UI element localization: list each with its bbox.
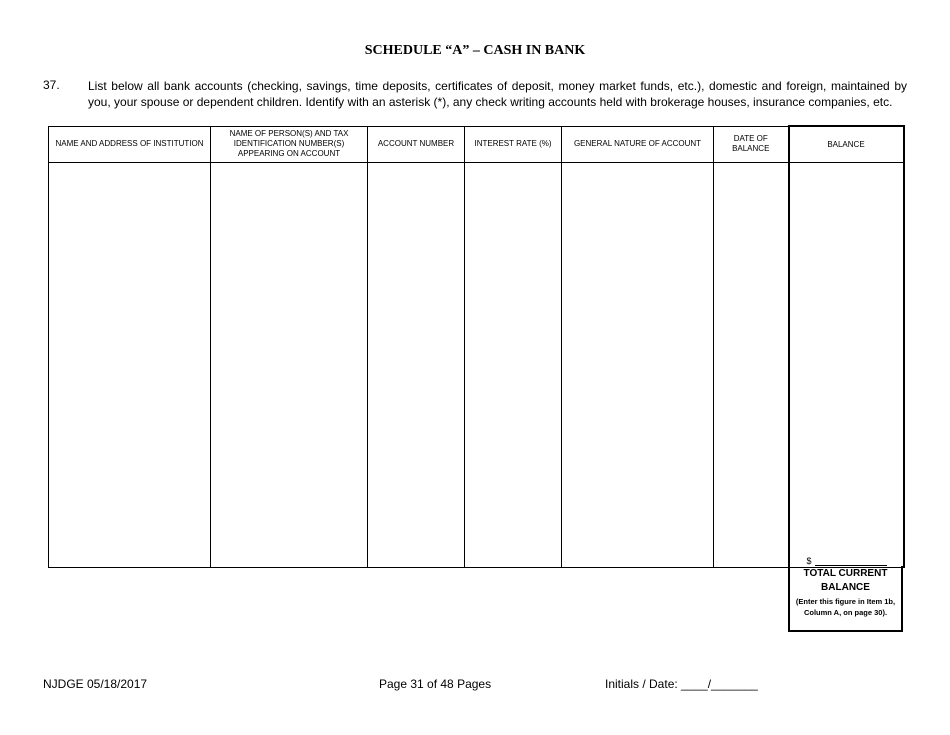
col-header-person-tax-id: NAME OF PERSON(S) AND TAX IDENTIFICATION NUMBER(S) APPEARING ON ACCOUNT	[211, 126, 368, 163]
item-number: 37.	[43, 78, 60, 92]
date-of-balance-cell[interactable]	[714, 163, 789, 568]
dollar-sign: $	[806, 556, 812, 566]
balance-cell[interactable]	[789, 163, 904, 568]
account-number-cell[interactable]	[368, 163, 465, 568]
total-current-balance-box	[788, 566, 903, 632]
initials-date[interactable]: Initials / Date: ____/_______	[605, 677, 758, 691]
form-id: NJDGE 05/18/2017	[43, 677, 148, 691]
total-label-line1: TOTAL CURRENT	[803, 568, 888, 579]
col-header-interest-rate: INTEREST RATE (%)	[465, 126, 562, 163]
nature-cell[interactable]	[562, 163, 714, 568]
total-dollar-field[interactable]	[807, 556, 887, 566]
person-tax-id-cell[interactable]	[211, 163, 368, 568]
table-header-row	[49, 126, 904, 163]
total-amount-line[interactable]	[815, 556, 887, 566]
page-number: Page 31 of 48 Pages	[379, 677, 492, 691]
bank-accounts-table	[48, 125, 905, 568]
col-header-account-number: ACCOUNT NUMBER	[368, 126, 465, 163]
col-header-institution: NAME AND ADDRESS OF INSTITUTION	[49, 126, 211, 163]
instructions-text: List below all bank accounts (checking, savings, time deposits, certificates of deposit, money market funds, etc.), domestic and foreign, maintained by you, your spouse or dependent children. Identify with an asterisk (*), any check writing accounts held with brokerage houses, insurance companies, etc.	[88, 79, 907, 109]
table-row	[49, 163, 904, 568]
col-header-balance: BALANCE	[789, 126, 904, 163]
total-current-balance-label	[790, 567, 901, 595]
total-label-line2: BALANCE	[821, 582, 870, 593]
col-header-nature: GENERAL NATURE OF ACCOUNT	[562, 126, 714, 163]
institution-cell[interactable]	[49, 163, 211, 568]
total-note: (Enter this figure in Item 1b, Column A, on page 30).	[795, 597, 896, 617]
col-header-date-of-balance: DATE OF BALANCE	[714, 126, 789, 163]
interest-rate-cell[interactable]	[465, 163, 562, 568]
schedule-title: SCHEDULE “A” – CASH IN BANK	[364, 43, 586, 58]
